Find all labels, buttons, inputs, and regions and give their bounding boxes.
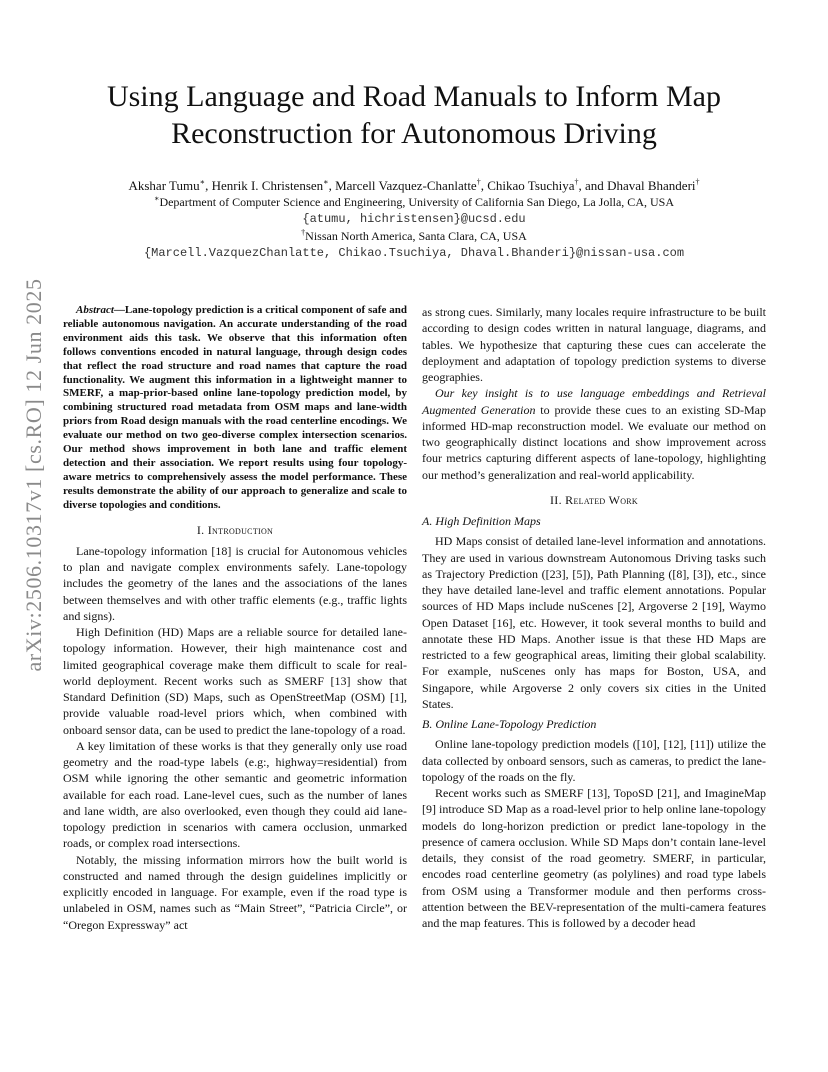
- paragraph: A key limitation of these works is that they generally only use road geometry and the road-type labels (e.g:, highway=residential) from OSM while ignoring the other semantic and geometric information available for each road. Lane-level cues, such as the number of lanes and lane width, are also overlooked, even though they could aid lane-topology prediction in scenarios with camera occlusion, unmarked roads, or complex road intersections.: [63, 738, 407, 851]
- author-name: Henrik I. Christensen: [211, 178, 324, 193]
- arxiv-identifier: [21, 278, 47, 672]
- author-name: Marcell Vazquez-Chanlatte: [335, 178, 477, 193]
- affiliation-text: Department of Computer Science and Engineering, University of California San Diego, La Jolla, CA, USA: [159, 195, 674, 209]
- paper-header: [60, 78, 768, 262]
- paragraph-key-insight: [422, 385, 766, 483]
- affiliation-text: Nissan North America, Santa Clara, CA, USA: [305, 229, 527, 243]
- left-column: [63, 304, 407, 933]
- subsection-heading-hd-maps: A. High Definition Maps: [422, 514, 541, 528]
- affiliation-nissan: [60, 228, 768, 245]
- affiliation-mark: ∗: [154, 194, 160, 203]
- author-list: [60, 177, 768, 194]
- abstract: [63, 304, 407, 513]
- author-separator: ,: [205, 178, 212, 193]
- subsection-heading-online-prediction: B. Online Lane-Topology Prediction: [422, 717, 597, 731]
- author-mark: †: [695, 177, 700, 187]
- key-insight-text: to provide these cues to an existing SD-Map informed HD-map reconstruction model. We evaluate our method on two geographically distinct locations and show improvement across four metrics capturing different aspects of lane-topology, highlighting our method’s generalization and real-world applicability.: [422, 402, 766, 482]
- author-name: Akshar Tumu: [128, 178, 200, 193]
- paragraph: Lane-topology information [18] is crucial for Autonomous vehicles to plan and navigate complex environments safely. Lane-topology includes the geometry of the lanes and the associations of the lanes between themselves and with other traffic elements (e.g., traffic lights and signs).: [63, 543, 407, 623]
- email-ucsd: {atumu, hichristensen}@ucsd.edu: [302, 212, 526, 226]
- paragraph: Online lane-topology prediction models ([10], [12], [11]) utilize the data collected by onboard sensors, such as cameras, to predict the lane-topology of the roads on the fly.: [422, 737, 766, 784]
- abstract-text: —Lane-topology prediction is a critical component of safe and reliable autonomous navigation. An accurate understanding of the road environment aids this task. We observe that this information often follows conventions encoded in natural language, through design codes that reflect the road structure and road names that capture the road functionality. We augment this information in a lightweight manner to SMERF, a map-prior-based online lane-topology prediction model, by combining structured road metadata from OSM maps and lane-width priors from Road design manuals with the road centerline encodings. We evaluate our method on two geo-diverse complex intersection scenarios. Our method shows improvement in both lane and traffic element detection and their association. We report results using four topology-aware metrics to comprehensively assess the model performance. These results demonstrate the ability of our approach to generalize and scale to diverse topologies and conditions.: [63, 304, 407, 511]
- email-nissan: {Marcell.VazquezChanlatte, Chikao.Tsuchiya, Dhaval.Bhanderi}@nissan-usa.com: [143, 246, 685, 260]
- author-separator: ,: [480, 178, 488, 193]
- section-heading-introduction: I. Introduction: [196, 522, 274, 537]
- key-insight-italic: Our key insight is to use language embeddings and Retrieval Augmented Generation: [422, 386, 766, 417]
- author-separator: , and: [578, 178, 608, 193]
- right-column: [422, 304, 766, 931]
- paragraph: HD Maps consist of detailed lane-level information and annotations. They are used in various downstream Autonomous Driving tasks such as Trajectory Prediction ([23], [5]), Path Planning ([8], [3]), etc., since they have detailed lane-level and traffic element annotations. Popular sources of HD Maps include nuScenes [2], Argoverse 2 [19], Waymo Open Dataset [16], etc. However, it took several months to build and annotate these HD Maps. Another issue is that these HD Maps are restricted to a few geographical areas, limiting their global scalability. For example, nuScenes only has maps for Boston, USA, and Singapore, while Argoverse 2 only covers six cities in the United States.: [422, 534, 766, 711]
- author-name: Dhaval Bhanderi: [607, 178, 696, 193]
- author-mark: ∗: [199, 177, 206, 187]
- paragraph: as strong cues. Similarly, many locales require infrastructure to be built according to design codes written in natural language, diagrams, and tables. We hypothesize that capturing these cues can accelerate the deployment and adaptation of topology prediction systems to diverse geographies.: [422, 305, 766, 384]
- author-mark: ∗: [323, 177, 329, 187]
- affiliation-mark: †: [301, 228, 306, 237]
- author-separator: ,: [328, 178, 336, 193]
- author-mark: †: [476, 177, 481, 187]
- abstract-label: Abstract: [76, 304, 114, 316]
- paragraph: Notably, the missing information mirrors how the built world is constructed and named through the design guidelines implicitly or explicitly encoded in language. For example, even if the road type is unlabeled in OSM, names such as “Main Street”, “Patricia Circle”, or “Oregon Expressway” act: [63, 852, 407, 932]
- paragraph: Recent works such as SMERF [13], TopoSD [21], and ImagineMap [9] introduce SD Map as a road-level prior to help online lane-topology models do long-horizon prediction or predict lane-topology in the presence of camera occlusion. While SD Maps don’t contain lane-level details, they consist of the road geometry. SMERF, in particular, encodes road centerline geometry (as polylines) and road type labels from OSM using a Transformer module and then performs cross-attention between the BEV-representation of the multi-camera features and the map features. This is followed by a decoder head: [422, 786, 766, 930]
- affiliation-ucsd: [60, 194, 768, 211]
- section-heading-related-work: II. Related Work: [549, 492, 638, 507]
- title-line-1: Using Language and Road Manuals to Inform Map: [106, 80, 722, 113]
- paper-title: [60, 78, 768, 152]
- arxiv-identifier-text: arXiv:2506.10317v1 [cs.RO] 12 Jun 2025: [21, 278, 46, 672]
- title-line-2: Reconstruction for Autonomous Driving: [171, 117, 657, 150]
- author-name: Chikao Tsuchiya: [487, 178, 575, 193]
- paragraph: High Definition (HD) Maps are a reliable source for detailed lane-topology information. However, their high maintenance cost and limited geographical coverage make them difficult to scale for real-world deployment. Recent works such as SMERF [13] show that Standard Definition (SD) Maps, such as OpenStreetMap (OSM) [1], provide valuable road-level priors which, when combined with onboard sensor data, can be used to predict the lane-topology of a road.: [63, 625, 407, 737]
- author-mark: †: [574, 177, 579, 187]
